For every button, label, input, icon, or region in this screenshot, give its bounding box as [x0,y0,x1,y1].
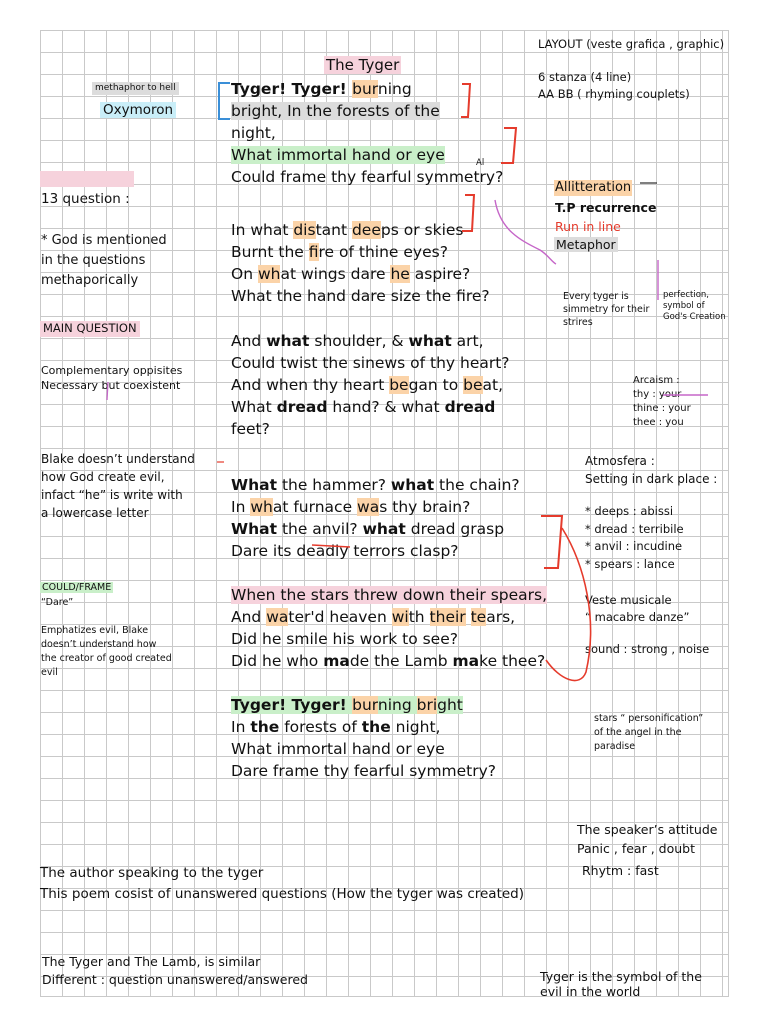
stanza-note: 6 stanza (4 line) [538,70,632,84]
rhythm-note: Rhytm : fast [582,863,659,878]
stanza-5 [231,584,547,672]
poem-segment: what [362,520,406,538]
pink-marker [40,171,134,187]
poem-segment: night, [231,124,276,142]
poem-segment: te [470,608,487,626]
poem-segment: night, [390,718,441,736]
poem-segment: the [361,718,391,736]
poem-segment: fi [308,243,319,261]
similar-note: The Tyger and The Lamb, is similar [42,954,261,969]
poem-segment: Could frame thy fearful symmetry? [231,168,504,186]
poem-segment: dread [276,398,328,416]
poem-segment: what [408,332,452,350]
poem-segment: ke thee? [479,652,546,670]
poem-segment: the chain? [434,476,520,494]
poem-line [231,330,510,352]
dare-label: “Dare” [41,597,74,608]
poem-segment: In what [231,221,294,239]
poem-line [231,584,547,606]
poem-line [231,628,547,650]
poem-title: The Tyger [326,56,400,74]
poem-line [231,78,503,100]
poem-segment: What [231,476,278,494]
poem-segment: their [429,608,466,626]
emphatizes-note: Emphatizes evil, Blake doesn’t understand how the creator of good created evil [41,625,172,678]
poem-line [231,496,520,518]
poem-segment: bri [416,696,438,714]
poem-segment: ps or skies [380,221,464,239]
poem-segment: wa [266,608,289,626]
stanza-3 [231,330,510,440]
poem-segment: forests of [279,718,362,736]
poem-line [231,100,503,122]
arcaism-note: Arcaism : thy : your thine : your thee : you [633,375,691,428]
poem-segment: at furnace [272,498,358,516]
stars-note: stars “ personification” of the angel in the paradise [594,713,704,752]
poem-line [231,396,510,418]
poem-segment: what [390,476,435,494]
poem-segment: at, [482,376,504,394]
poem-line [231,263,490,285]
poem-segment: dee [351,221,381,239]
poem-segment: What [231,520,278,538]
speaker-attitude-note: The speaker’s attitude Panic , fear , doubt [577,822,718,856]
poem-segment: wh [257,265,281,283]
poem-line [231,606,547,628]
question-count: 13 question : [41,191,130,207]
main-question-label: MAIN QUESTION [40,321,140,337]
poem-segment: Dare frame thy fearful symmetry? [231,762,497,780]
poem-segment: And [231,608,267,626]
author-note: The author speaking to the tyger [40,865,264,881]
poem-line [231,144,503,166]
poem-segment: art, [451,332,484,350]
unanswered-questions-note: This poem cosist of unanswered questions (How the tyger was created) [40,886,525,902]
poem-segment: be [389,376,409,394]
poem-segment: hand? & what [327,398,445,416]
poem-line [231,760,496,782]
vocabulary-list: * deeps : abissi * dread : terribile * anvil : incudine * spears : lance [585,504,684,571]
poem-segment: gan to [408,376,464,394]
poem-line [231,738,496,760]
layout-note: LAYOUT (veste grafica , graphic) [538,37,725,51]
run-in-line-label: Run in line [555,219,621,234]
could-frame-label: COULD/FRAME [42,582,112,593]
poem-line [231,374,510,396]
poem-segment: bright, In the forests of the [231,102,440,120]
rhyme-note: AA BB ( rhyming couplets) [538,87,690,101]
poem-segment: Tyger! Tyger! [231,80,353,98]
poem-segment: And when thy heart [231,376,390,394]
poem-segment: What [231,398,277,416]
poem-segment: On [231,265,258,283]
poem-line [231,241,490,263]
poem-segment: what [266,332,310,350]
sound-note: sound : strong , noise [585,642,710,656]
poem-segment: at wings dare [280,265,391,283]
metaphor-hell-note: methaphor to hell [92,82,179,95]
poem-segment: Could twist the sinews of thy heart? [231,354,510,372]
poem-line [231,285,490,307]
poem-segment: de the Lamb [349,652,453,670]
poem-line [231,122,503,144]
poem-segment: bur [352,80,378,98]
poem-segment: dread grasp [405,520,505,538]
poem-segment: shoulder, & [309,332,409,350]
poem-line [231,518,520,540]
poem-segment: ning [377,696,417,714]
different-note: Different : question unanswered/answered [42,972,308,987]
poem-line [231,352,510,374]
metaphor-label: Metaphor [556,237,616,252]
poem-segment: ning [377,80,412,98]
poem-line [231,694,496,716]
poem-segment: wh [250,498,273,516]
poem-segment: In [231,718,251,736]
poem-segment: ma [452,652,480,670]
poem-segment: the [250,718,280,736]
poem-segment: s thy brain? [379,498,471,516]
poem-segment: Dare its deadly terrors clasp? [231,542,459,560]
poem-segment: wa [357,498,380,516]
poem-segment: he [390,265,410,283]
poem-segment: ter'd heaven [288,608,392,626]
poem-segment: ght [437,696,463,714]
every-tyger-note: Every tyger is simmetry for their strires [563,291,650,328]
al-note: Al [476,158,485,168]
poem-segment: Tyger! Tyger! [231,696,353,714]
poem-segment: Burnt the [231,243,309,261]
oxymoron-label: Oxymoron [100,102,176,118]
poem-segment: dis [293,221,316,239]
poem-line [231,540,520,562]
poem-line [231,716,496,738]
poem-segment: tant [315,221,352,239]
poem-segment: When the stars threw down their spears, [231,586,548,604]
stanza-4 [231,474,520,562]
poem-line [231,219,490,241]
poem-line [231,166,503,188]
symbol-note: Tyger is the symbol of the evil in the world [540,969,702,999]
poem-segment: What immortal hand or eye [231,740,445,758]
stanza-1 [231,78,503,188]
atmosfera-note: Atmosfera : Setting in dark place : [585,454,718,486]
perfection-note: perfection, symbol of God's Creation [663,290,726,322]
blake-note: Blake doesn’t understand how God create evil, infact “he” is write with a lowercase letter [41,452,195,520]
god-mentioned-note: * God is mentioned in the questions methaporically [41,233,167,288]
poem-segment: ars, [486,608,516,626]
stanza-6 [231,694,496,782]
allitteration-label: Allitteration [555,180,632,195]
poem-segment: be [463,376,483,394]
poem-segment [466,608,471,626]
poem-line [231,474,520,496]
poem-segment: And [231,332,267,350]
poem-line [231,650,547,672]
poem-segment: re of thine eyes? [318,243,448,261]
poem-segment: th [408,608,430,626]
veste-musicale-note: Veste musicale “ macabre danze” [585,593,690,624]
poem-segment: dread [444,398,496,416]
poem-line [231,418,510,440]
tp-recurrence-label: T.P recurrence [555,200,657,215]
complementary-note: Complementary oppisites Necessary but coexistent [41,364,183,392]
poem-segment: the hammer? [277,476,391,494]
stanza-2 [231,219,490,307]
poem-segment: Did he who [231,652,324,670]
poem-segment: Did he smile his work to see? [231,630,458,648]
poem-segment: the anvil? [277,520,363,538]
poem-segment: wi [391,608,409,626]
poem-segment: aspire? [409,265,471,283]
poem-segment: In [231,498,251,516]
poem-segment: feet? [231,420,270,438]
poem-segment: bur [352,696,378,714]
poem-segment: What immortal hand or eye [231,146,445,164]
poem-segment: What the hand dare size the fire? [231,287,490,305]
poem-segment: ma [323,652,350,670]
